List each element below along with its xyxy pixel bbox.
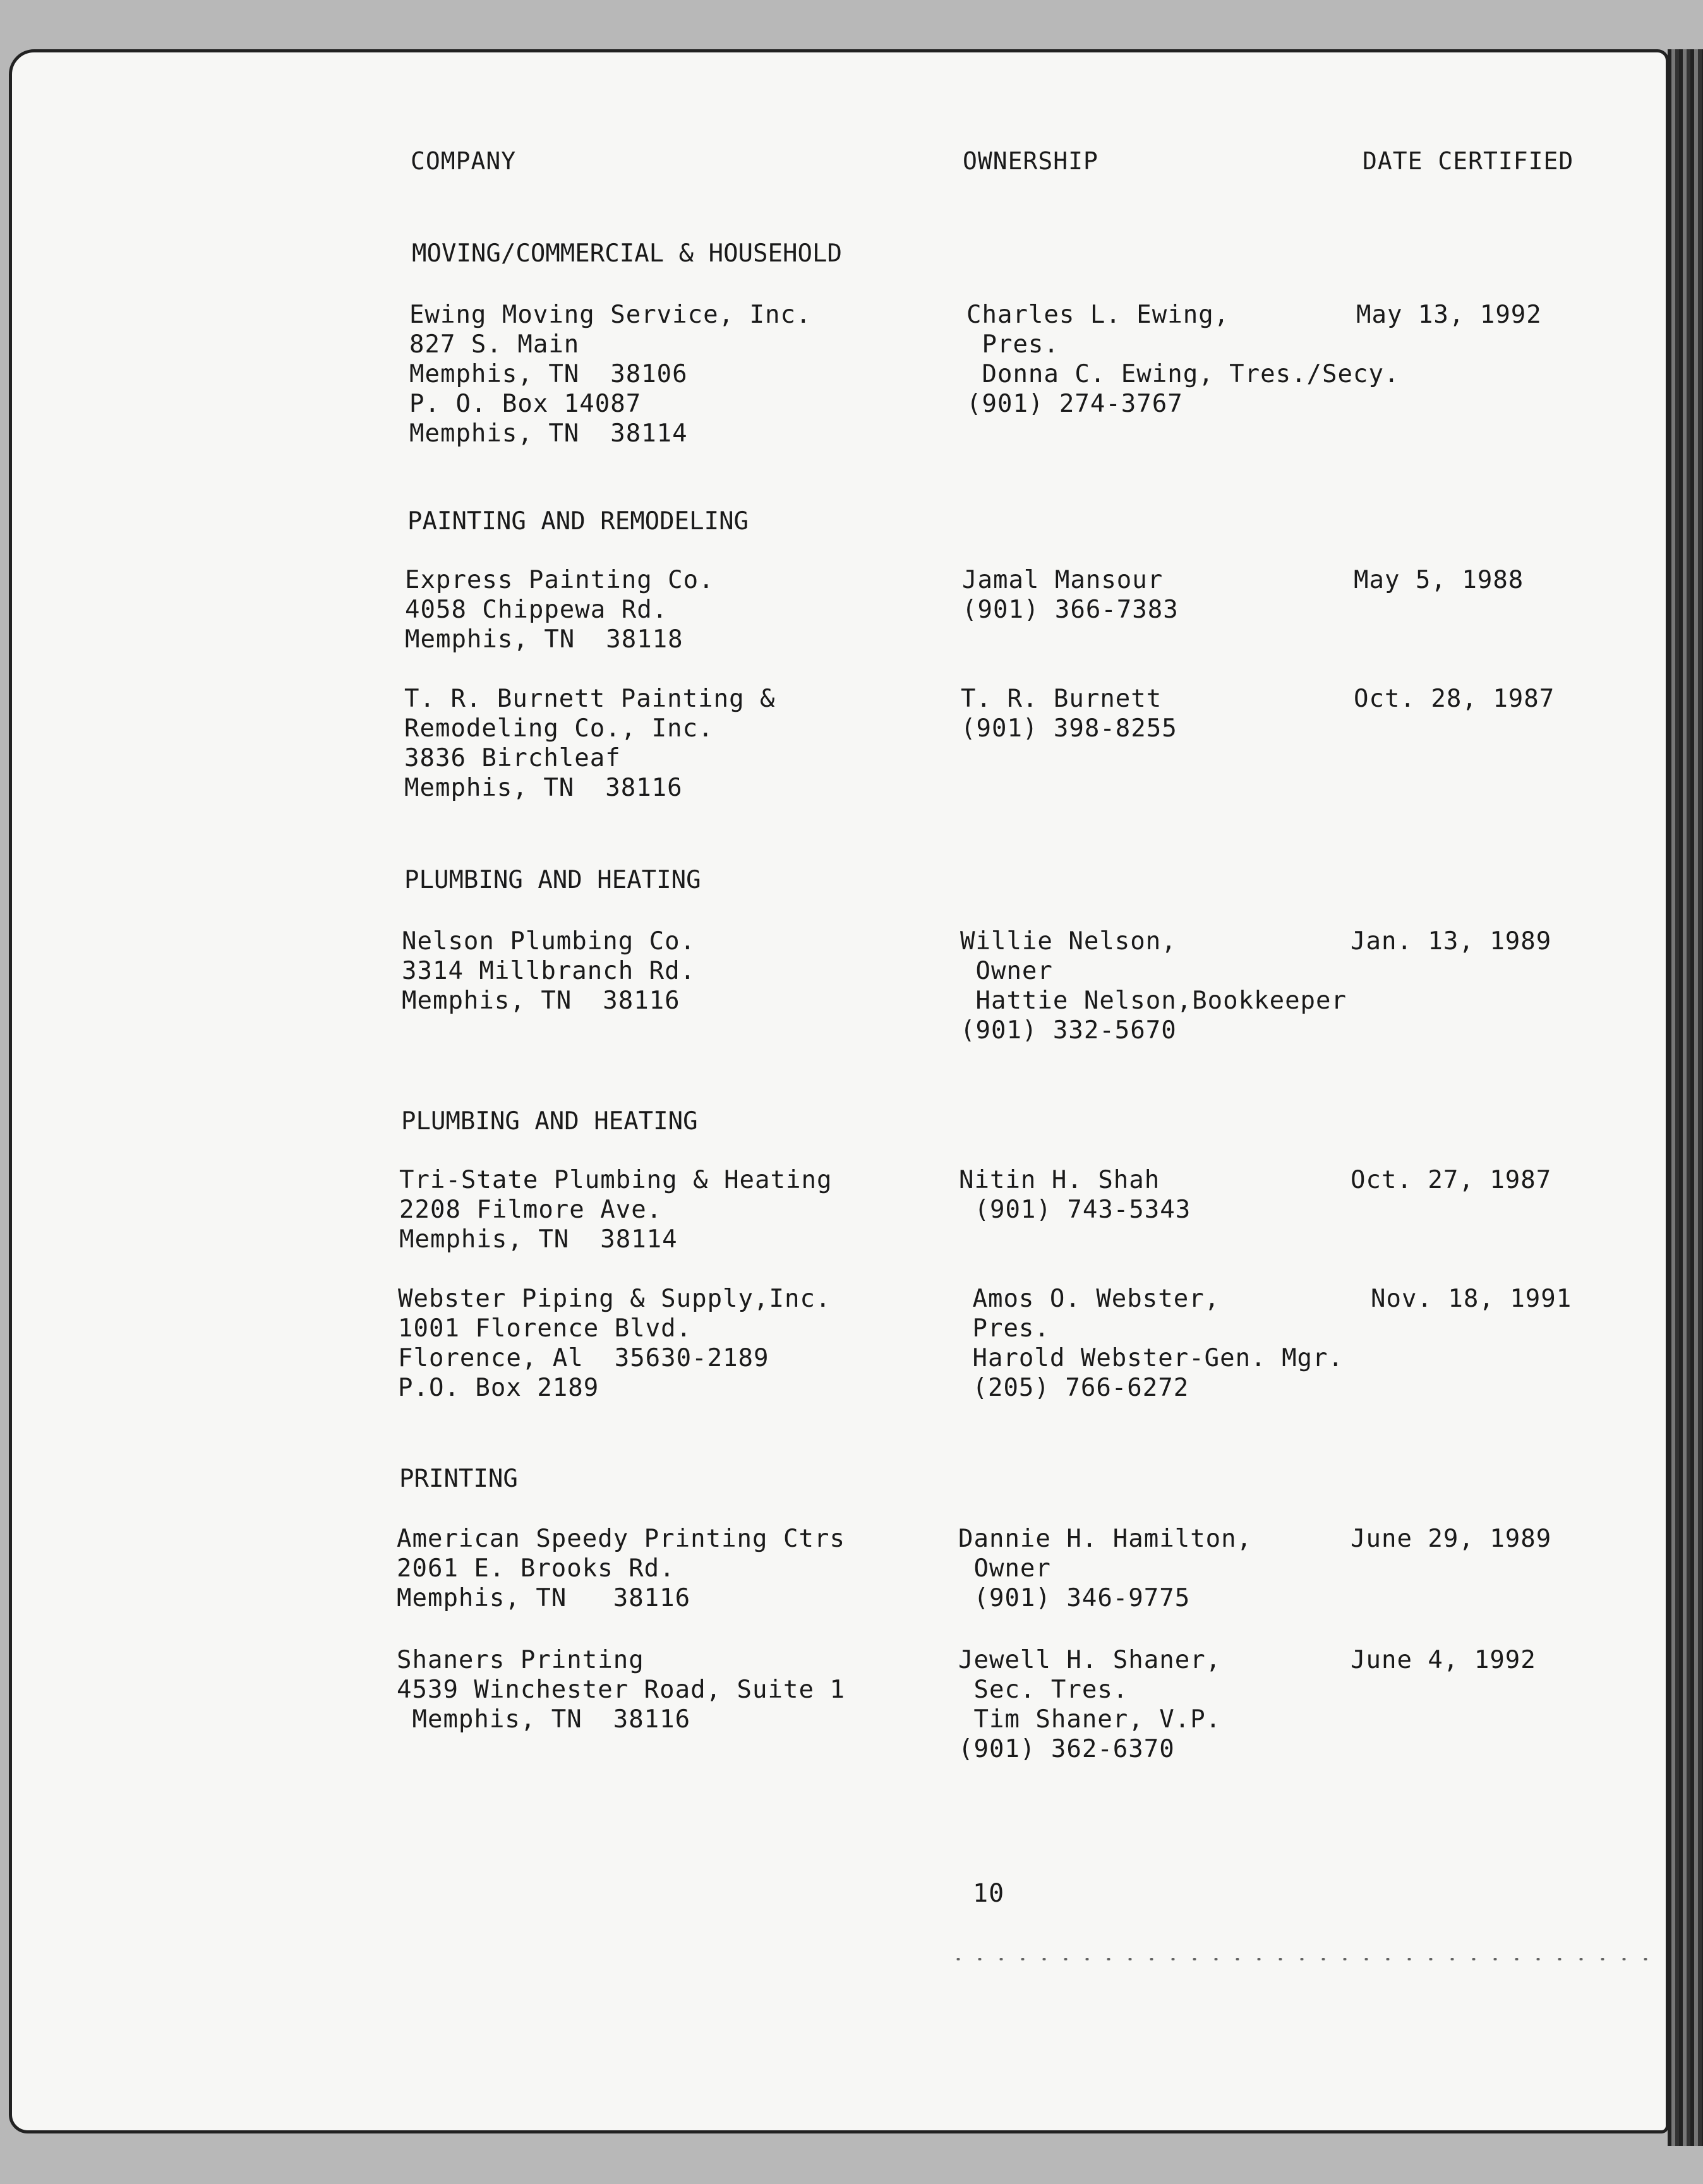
section-title: PLUMBING AND HEATING [401,1107,698,1136]
company-address: Memphis, TN 38116 [397,1705,691,1734]
company-address: 2208 Filmore Ave. [399,1196,663,1224]
company-name: Ewing Moving Service, Inc. [409,301,812,329]
owner-phone: (901) 362-6370 [958,1735,1175,1763]
company-address: Memphis, TN 38114 [399,1225,678,1254]
date-certified: May 5, 1988 [1354,566,1524,594]
date-certified: Jan. 13, 1989 [1351,927,1552,956]
section-title: PLUMBING AND HEATING [404,866,701,894]
owner-line: Nitin H. Shah [959,1166,1160,1194]
owner-line: Charles L. Ewing, [966,301,1230,329]
date-certified: Nov. 18, 1991 [1371,1285,1572,1313]
section-title: MOVING/COMMERCIAL & HOUSEHOLD [412,239,842,268]
date-certified: Oct. 27, 1987 [1351,1166,1552,1194]
header-date-certified: DATE CERTIFIED [1363,147,1574,175]
company-name: Remodeling Co., Inc. [404,714,714,743]
company-name: Express Painting Co. [405,566,714,594]
owner-line: Jamal Mansour [962,566,1164,594]
company-address: 2061 E. Brooks Rd. [397,1554,675,1583]
company-name: Webster Piping & Supply,Inc. [398,1285,831,1313]
company-address: 4058 Chippewa Rd. [405,596,668,624]
company-address: Memphis, TN 38118 [405,625,683,654]
page-number: 10 [973,1879,1005,1908]
scan-dots [948,1958,1655,1960]
date-certified: June 4, 1992 [1351,1646,1536,1674]
owner-line: Pres. [966,330,1059,359]
company-address: Memphis, TN 38116 [397,1584,691,1612]
company-name: Nelson Plumbing Co. [402,927,696,956]
owner-line: T. R. Burnett [961,685,1162,713]
company-address: P. O. Box 14087 [409,390,642,418]
owner-line: Pres. [957,1314,1050,1343]
company-name: American Speedy Printing Ctrs [397,1525,845,1553]
section-title: PAINTING AND REMODELING [407,507,749,536]
company-name: Tri-State Plumbing & Heating [399,1166,833,1194]
date-certified: May 13, 1992 [1356,301,1542,329]
owner-phone: (901) 743-5343 [959,1196,1191,1224]
company-address: 1001 Florence Blvd. [398,1314,692,1343]
company-name: Shaners Printing [397,1646,644,1674]
date-certified: June 29, 1989 [1351,1525,1552,1553]
owner-line: Tim Shaner, V.P. [958,1705,1222,1734]
owner-line: Owner [960,957,1053,985]
document-page [9,49,1669,2133]
owner-line: Willie Nelson, [960,927,1177,956]
company-name: T. R. Burnett Painting & [404,685,776,713]
company-address: 827 S. Main [409,330,580,359]
company-address: Memphis, TN 38116 [402,987,680,1015]
owner-line: Donna C. Ewing, Tres./Secy. [966,360,1400,388]
company-address: P.O. Box 2189 [398,1374,599,1402]
owner-line: Amos O. Webster, [957,1285,1220,1313]
company-address: Memphis, TN 38116 [404,774,683,802]
company-address: Florence, Al 35630-2189 [398,1344,769,1372]
owner-line: Sec. Tres. [958,1676,1129,1704]
owner-phone: (205) 766-6272 [957,1374,1189,1402]
company-address: 3836 Birchleaf [404,744,621,772]
company-address: 4539 Winchester Road, Suite 1 [397,1676,845,1704]
owner-phone: (901) 366-7383 [962,596,1179,624]
binding-edge [1668,49,1703,2146]
company-address: Memphis, TN 38114 [409,419,688,448]
header-ownership: OWNERSHIP [963,147,1098,175]
owner-line: Hattie Nelson,Bookkeeper [960,987,1347,1015]
company-address: 3314 Millbranch Rd. [402,957,696,985]
owner-line: Owner [958,1554,1051,1583]
owner-phone: (901) 274-3767 [966,390,1183,418]
date-certified: Oct. 28, 1987 [1354,685,1555,713]
owner-phone: (901) 398-8255 [961,714,1177,743]
company-address: Memphis, TN 38106 [409,360,688,388]
owner-line: Jewell H. Shaner, [958,1646,1222,1674]
header-company: COMPANY [411,147,517,175]
owner-phone: (901) 346-9775 [958,1584,1191,1612]
owner-line: Dannie H. Hamilton, [958,1525,1253,1553]
owner-phone: (901) 332-5670 [960,1016,1177,1045]
owner-line: Harold Webster-Gen. Mgr. [957,1344,1344,1372]
section-title: PRINTING [399,1465,518,1493]
